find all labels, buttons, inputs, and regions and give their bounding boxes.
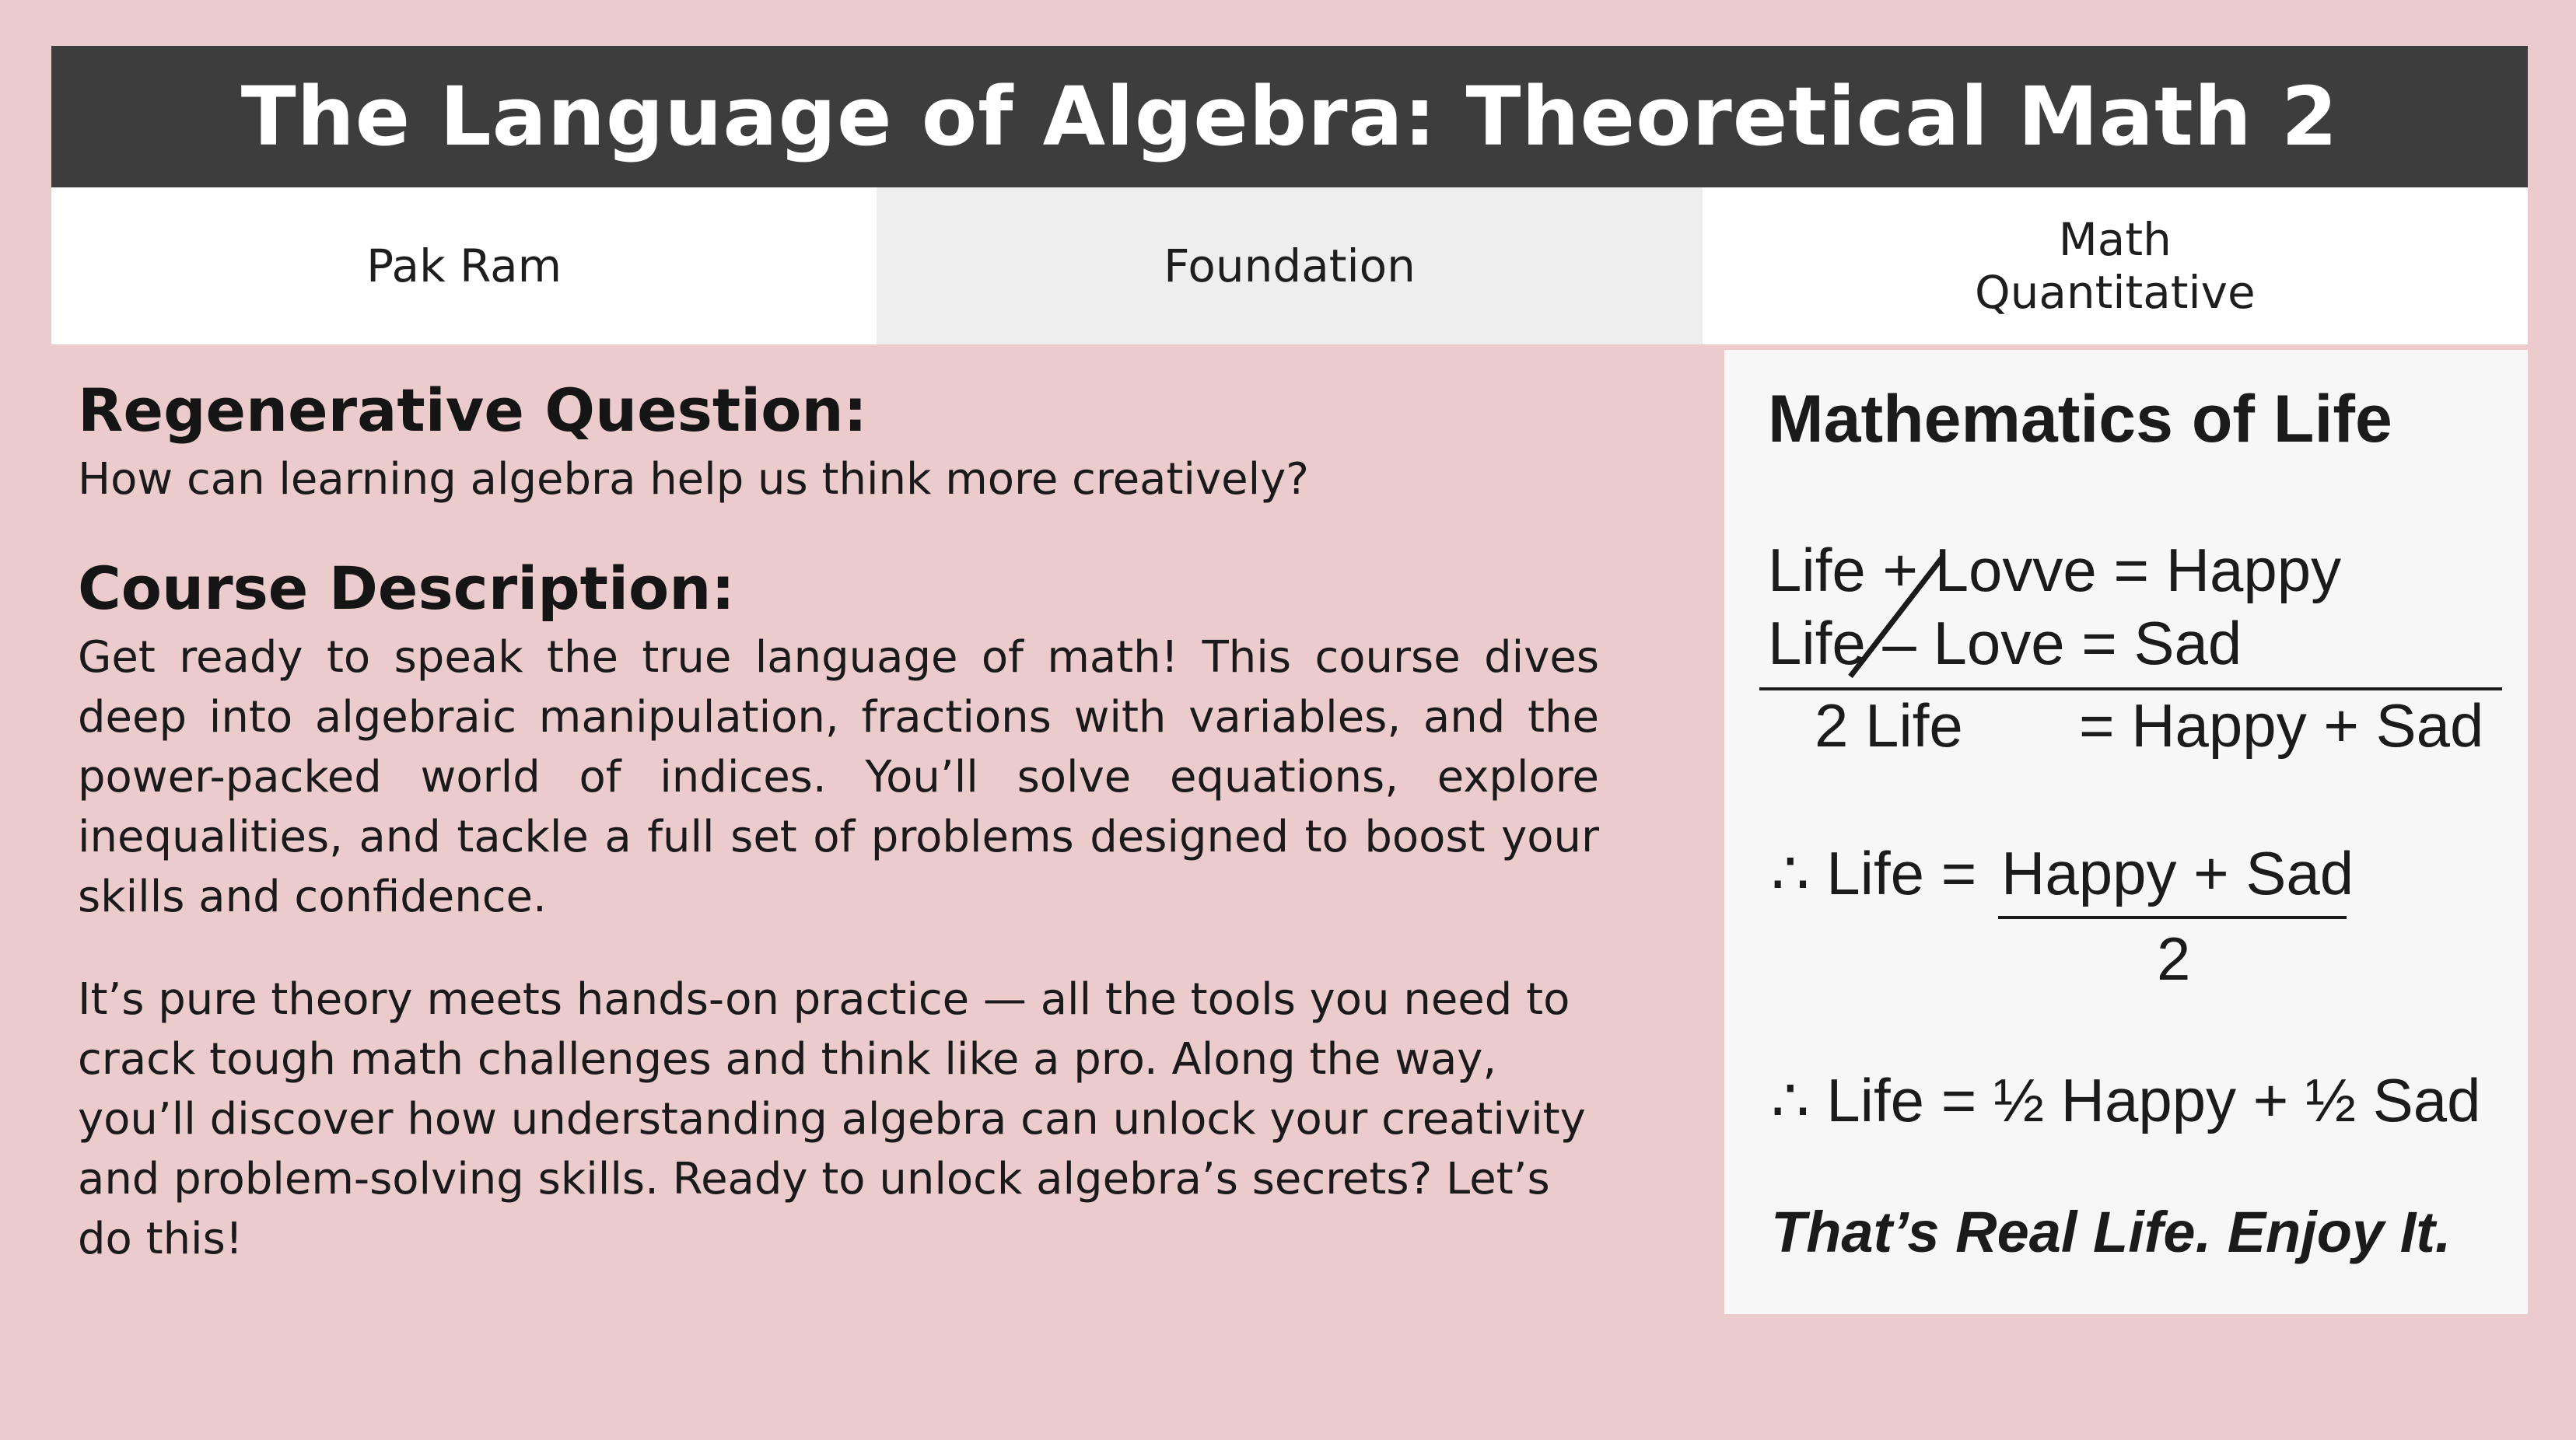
mathematics-of-life-image bbox=[1724, 350, 2528, 1314]
equation-1-right: ve = Happy bbox=[2032, 536, 2342, 604]
teacher-name: Pak Ram bbox=[366, 239, 562, 292]
level-cell bbox=[877, 187, 1702, 344]
course-description-paragraph-1: Get ready to speak the true language of math! This course dives deep into algebraic manipulation, fractions with variables, and the power-packed world of indices. You’ll solve equations, explore inequalities, and tackle a full set of problems designed to boost your skills and confidence. bbox=[78, 632, 1599, 922]
course-meta-row bbox=[51, 187, 2528, 344]
regenerative-question-text: How can learning algebra help us think more creatively? bbox=[78, 454, 1309, 505]
fraction-denominator: 2 bbox=[2157, 924, 2191, 993]
regenerative-question-heading: Regenerative Question: bbox=[78, 376, 867, 445]
closing-line: That’s Real Life. Enjoy It. bbox=[1771, 1200, 2452, 1264]
sum-right: = Happy + Sad bbox=[2079, 691, 2484, 760]
fraction-numerator: Happy + Sad bbox=[2001, 839, 2354, 907]
crossed-v: v bbox=[2002, 536, 2033, 604]
therefore-2-equation: ∴ Life = ½ Happy + ½ Sad bbox=[1771, 1066, 2481, 1134]
crossed-l: L bbox=[1933, 609, 1967, 677]
image-title: Mathematics of Life bbox=[1768, 382, 2392, 456]
course-content bbox=[78, 372, 1599, 1269]
course-title-bar bbox=[51, 46, 2528, 187]
equation-2-left: Life – bbox=[1768, 609, 1934, 677]
course-description-heading: Course Description: bbox=[78, 554, 735, 623]
teacher-cell bbox=[51, 187, 877, 344]
svg-text:Life + Lovve = Happy bbox=[1768, 536, 2341, 604]
course-description-paragraph-2: It’s pure theory meets hands-on practice — all the tools you need to crack tough math challenges and think like a pro. Along the way, you’ll discover how understanding algebra can unlock your creativity and problem-solving skills. Ready to unlock algebra’s secrets? Let’s do this! bbox=[78, 974, 1586, 1264]
svg-text:Life – Love = Sad bbox=[1768, 609, 2242, 677]
course-title: The Language of Algebra: Theoretical Math 2 bbox=[240, 69, 2339, 164]
subject-line-2: Quantitative bbox=[1974, 266, 2256, 319]
equation-1-left: Life + Lo bbox=[1768, 536, 2003, 604]
sum-left: 2 Life bbox=[1815, 691, 1963, 760]
subject-cell bbox=[1703, 187, 2528, 344]
therefore-1-label: ∴ Life = bbox=[1771, 839, 1977, 907]
course-level: Foundation bbox=[1164, 239, 1416, 292]
subject-line-1: Math bbox=[2058, 213, 2172, 266]
equation-2-right: ove = Sad bbox=[1966, 609, 2242, 677]
